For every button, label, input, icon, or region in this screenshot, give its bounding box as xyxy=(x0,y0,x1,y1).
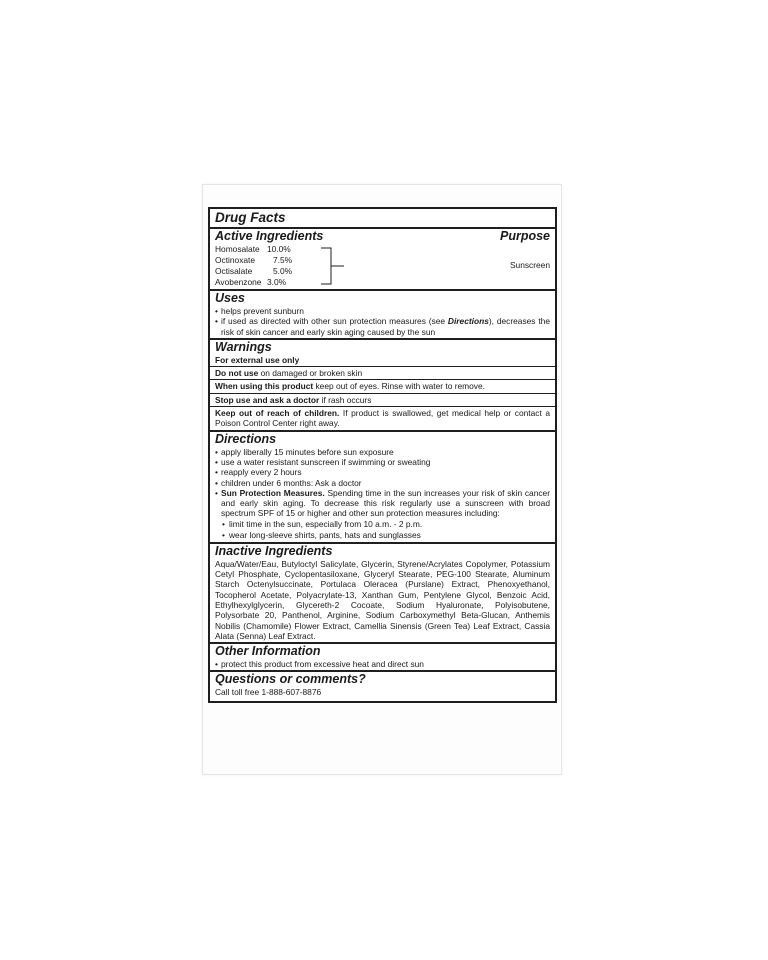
purpose-value: Sunscreen xyxy=(509,260,550,270)
uses-item: • helps prevent sunburn xyxy=(215,306,304,316)
when-using-line: When using this product keep out of eyes. Rinse with water to remove. xyxy=(210,379,555,392)
keep-out-of-reach-line: Keep out of reach of children. If product is swallowed, get medical help or contact a Poison Control Center right away. xyxy=(210,406,555,430)
sun-protection-measures: • Sun Protection Measures. Spending time in the sun increases your risk of skin cancer and early skin aging. To decrease this risk regularly use a sunscreen with broad spectrum SPF of 15 or higher and other sun protection measures including: xyxy=(215,487,550,519)
drug-facts-panel xyxy=(208,207,557,703)
ingredient-percent: 10.0% xyxy=(267,244,291,254)
drug-facts-title: Drug Facts xyxy=(215,210,286,225)
purpose-heading: Purpose xyxy=(499,229,550,243)
ingredient-name: Octinoxate xyxy=(215,255,256,265)
uses-item: • if used as directed with other sun protection measures (see Directions), decreases the risk of skin cancer and early skin aging caused by the sun xyxy=(215,316,550,337)
ingredient-bracket xyxy=(319,247,345,285)
other-information-item: • protect this product from excessive heat and direct sun xyxy=(215,659,424,670)
other-information-heading: Other Information xyxy=(215,644,321,659)
directions-heading: Directions xyxy=(215,431,277,446)
uses-section xyxy=(210,291,555,340)
questions-section xyxy=(210,672,555,700)
directions-section xyxy=(210,432,555,544)
warnings-section xyxy=(210,340,555,432)
inactive-ingredients-section xyxy=(210,544,555,644)
ingredient-name: Homosalate xyxy=(215,244,260,254)
other-information-section xyxy=(210,644,555,672)
stop-use-line: Stop use and ask a doctor if rash occurs xyxy=(210,393,555,406)
ingredient-name: Octisalate xyxy=(215,266,253,276)
ingredient-percent: 3.0% xyxy=(267,277,287,287)
directions-item: • apply liberally 15 minutes before sun exposure xyxy=(215,446,394,457)
directions-item: • children under 6 months: Ask a doctor xyxy=(215,477,362,488)
sun-protection-subitem: • wear long-sleeve shirts, pants, hats and sunglasses xyxy=(222,529,421,540)
active-ingredients-heading: Active Ingredients xyxy=(215,229,324,243)
ingredient-percent: 7.5% xyxy=(273,255,293,265)
active-ingredients-section xyxy=(210,229,555,291)
directions-item: • use a water resistant sunscreen if swimming or sweating xyxy=(215,456,431,467)
ingredient-percent: 5.0% xyxy=(273,266,293,276)
sun-protection-subitem: • limit time in the sun, especially from 10 a.m. - 2 p.m. xyxy=(222,518,423,529)
do-not-use-line: Do not use on damaged or broken skin xyxy=(210,366,555,379)
drug-facts-title-section xyxy=(210,209,555,229)
active-ingredients-list xyxy=(215,244,550,288)
questions-heading: Questions or comments? xyxy=(215,672,366,687)
inactive-ingredients-text: Aqua/Water/Eau, Butyloctyl Salicylate, Glycerin, Styrene/Acrylates Copolymer, Potassium Cetyl Phosphate, Cyclopentasiloxane, Glyceryl Stearate, PEG-100 Stearate, Aluminum Starch Octenylsuccinate, Portulaca Oleracea (Purslane) Extract, Phenoxyethanol, Tocopherol Acetate, Polyacrylate-13, Xanthan Gum, Pentylene Glycol, Benzoic Acid, Ethylhexylglycerin, Glycereth-2 Cocoate, Sodium Hyaluronate, Polyisobutene, Polysorbate 20, Panthenol, Arginine, Sodium Carboxymethyl Beta-Glucan, Anthemis Nobilis (Chamomile) Flower Extract, Camellia Sinensis (Green Tea) Leaf Extract, Cassia Alata (Senna) Leaf Extract. xyxy=(215,558,550,641)
directions-item: • reapply every 2 hours xyxy=(215,467,302,478)
warnings-heading: Warnings xyxy=(215,339,272,354)
uses-heading: Uses xyxy=(215,291,245,305)
ingredient-name: Avobenzone xyxy=(215,277,262,287)
inactive-ingredients-heading: Inactive Ingredients xyxy=(215,543,333,558)
toll-free-number: Call toll free 1-888-607-8876 xyxy=(215,687,322,698)
external-use-only: For external use only xyxy=(215,354,300,365)
